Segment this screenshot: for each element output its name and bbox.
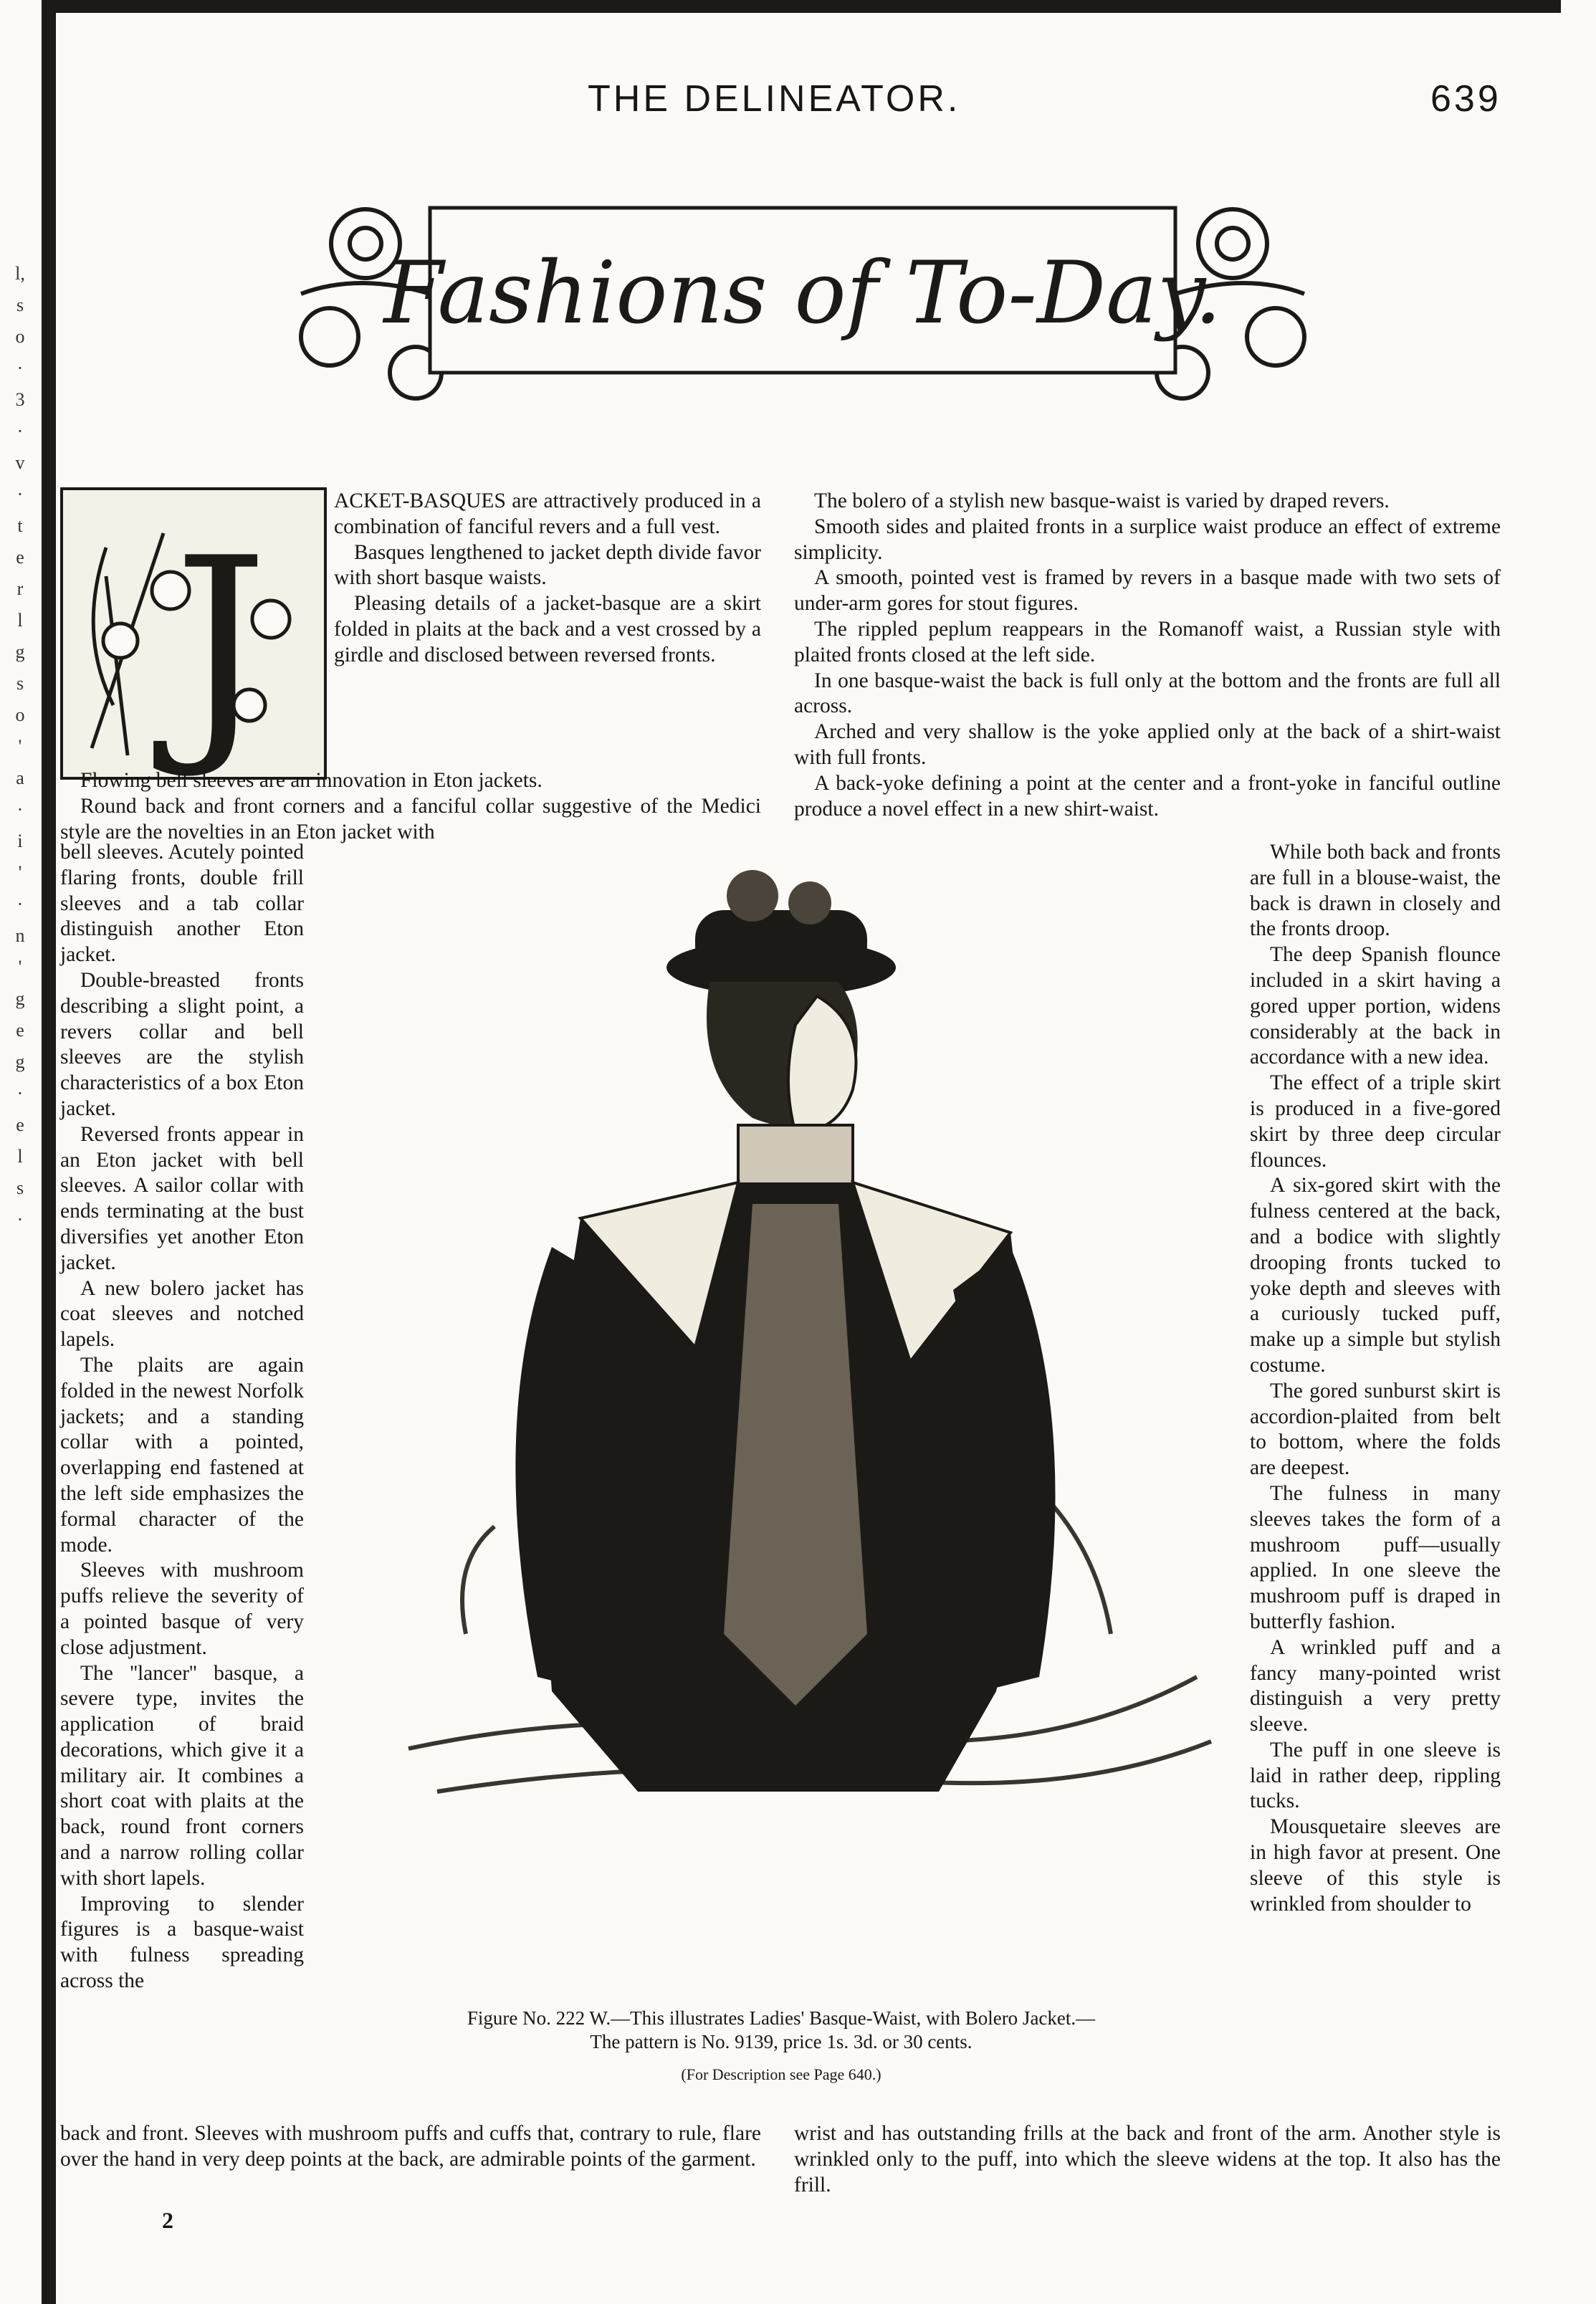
paragraph: A back-yoke defining a point at the center and a front-yoke in fanciful outline produce a novel effect in a new shirt-waist. (794, 771, 1501, 821)
margin-fragment: l (17, 610, 23, 631)
bottom-right-paragraph (794, 2121, 1501, 2198)
margin-fragment: ' (18, 862, 22, 883)
top-rule (56, 0, 1561, 13)
paragraph: The effect of a triple skirt is produced in a five-gored skirt by three deep circular flounces. (1250, 1071, 1501, 1172)
caption-note: (For Description see Page 640.) (681, 2065, 881, 2083)
paragraph: bell sleeves. Acutely pointed flaring fronts, double frill sleeves and a tab collar distinguish another Eton jacket. (60, 841, 304, 967)
paragraph: The ''lancer'' basque, a severe type, invites the application of braid decorations, which give it a military air. It combines a short coat with plaits at the back, round front corners and a narrow rolling collar with short lapels. (60, 1661, 304, 1890)
margin-fragment: · (16, 1209, 24, 1230)
paragraph: The rippled peplum reappears in the Romanoff waist, a Russian style with plaited fronts closed at the left side. (794, 617, 1501, 666)
margin-fragment: · (16, 1083, 24, 1104)
left-binding-bar (42, 0, 56, 2304)
left-narrow-column (60, 840, 304, 1994)
margin-fragment: t (17, 515, 23, 536)
paragraph: In one basque-waist the back is full only at the bottom and the fronts are full all across. (794, 669, 1501, 718)
paragraph: Round back and front corners and a fanciful collar suggestive of the Medici style are the novelties in an Eton jacket with (60, 794, 761, 843)
margin-fragment: n (15, 925, 25, 946)
paragraph: The gored sunburst skirt is accordion-plaited from belt to bottom, where the folds are deepest. (1250, 1379, 1501, 1480)
margin-fragment: g (15, 988, 25, 1009)
margin-fragment: s (16, 673, 24, 694)
margin-fragment: · (16, 799, 24, 820)
margin-fragment: e (16, 1020, 24, 1041)
margin-fragment: e (16, 547, 24, 568)
right-narrow-column (1250, 840, 1501, 1917)
margin-fragment: · (16, 358, 24, 378)
fashion-illustration (322, 846, 1240, 1992)
left-wide-paragraphs (60, 768, 761, 845)
margin-fragment: e (16, 1114, 24, 1135)
margin-fragment: s (16, 1177, 24, 1198)
intro-paragraph: Pleasing details of a jacket-basque are a skirt folded in plaits at the back and a vest crossed by a girdle and disclosed between reversed fronts. (334, 592, 761, 666)
intro-column (334, 489, 761, 669)
running-head: THE DELINEATOR. (588, 78, 961, 120)
paragraph: Reversed fronts appear in an Eton jacket with bell sleeves. A sailor collar with ends terminating at the bust diversifies yet another Eton jacket. (60, 1122, 304, 1274)
margin-fragment: · (16, 421, 24, 441)
margin-fragment: s (16, 295, 24, 315)
paragraph: Smooth sides and plaited fronts in a surplice waist produce an effect of extreme simplicity. (794, 515, 1501, 564)
margin-fragment: o (15, 704, 25, 725)
floral-initial-art (63, 490, 324, 777)
paragraph: back and front. Sleeves with mushroom puffs and cuffs that, contrary to rule, flare over the hand in very deep points at the back, are admirable points of the garment. (60, 2122, 761, 2171)
paragraph: Improving to slender figures is a basque-waist with fulness spreading across the (60, 1892, 304, 1993)
margin-fragment: · (16, 894, 24, 914)
margin-fragments (6, 258, 34, 1235)
paragraph: A wrinkled puff and a fancy many-pointed wrist distinguish a very pretty sleeve. (1250, 1635, 1501, 1736)
margin-fragment: l (17, 1146, 23, 1167)
paragraph: While both back and fronts are full in a blouse-waist, the back is drawn in closely and the fronts droop. (1250, 841, 1501, 941)
paragraph: A six-gored skirt with the fulness centered at the back, and a bodice with slightly drooping fronts tucked to yoke depth and sleeves with a curiously tucked puff, make up a simple but stylish costume. (1250, 1174, 1501, 1377)
paragraph: Mousquetaire sleeves are in high favor at present. One sleeve of this style is wrinkled from shoulder to (1250, 1815, 1501, 1916)
margin-fragment: o (15, 326, 25, 347)
paragraph: The deep Spanish flounce included in a skirt having a gored upper portion, widens considerably at the back in accordance with a new idea. (1250, 943, 1501, 1069)
margin-fragment: 3 (15, 389, 25, 410)
paragraph: Flowing bell sleeves are an innovation in Eton jackets. (80, 769, 543, 792)
margin-fragment: r (16, 578, 24, 599)
margin-fragment: · (16, 484, 24, 505)
figure-hat (666, 870, 896, 996)
paragraph: A new bolero jacket has coat sleeves and notched lapels. (60, 1276, 304, 1352)
paragraph: The puff in one sleeve is laid in rather deep, rippling tucks. (1250, 1738, 1501, 1813)
intro-paragraph: ACKET-BASQUES are attractively produced in a combination of fanciful revers and a full vest. (334, 489, 761, 538)
paragraph: A smooth, pointed vest is framed by revers in a basque made with two sets of under-arm gores for stout figures. (794, 566, 1501, 616)
margin-fragment: l, (15, 263, 25, 284)
margin-fragment: v (15, 452, 25, 473)
margin-fragment: a (16, 768, 24, 788)
figure-caption (315, 2007, 1247, 2086)
signature-mark: 2 (162, 2207, 173, 2233)
margin-fragment: ' (18, 736, 22, 757)
paragraph: Sleeves with mushroom puffs relieve the severity of a pointed basque of very close adjustment. (60, 1559, 304, 1659)
drop-cap-letter: J (173, 507, 269, 777)
section-title: Fashions of To-Day. (383, 244, 1222, 343)
caption-line: Figure No. 222 W.—This illustrates Ladies' Basque-Waist, with Bolero Jacket.— (467, 2007, 1096, 2029)
margin-fragment: g (15, 1051, 25, 1072)
paragraph: wrist and has outstanding frills at the back and front of the arm. Another style is wrinkled only to the puff, into which the sleeve widens at the top. It also has the frill. (794, 2122, 1501, 2197)
margin-fragment: i (17, 831, 23, 851)
margin-fragment: ' (18, 957, 22, 977)
paragraph: Double-breasted fronts describing a slight point, a revers collar and bell sleeves are the stylish characteristics of a box Eton jacket. (60, 968, 304, 1120)
bottom-left-paragraph (60, 2121, 761, 2173)
caption-line: The pattern is No. 9139, price 1s. 3d. or 30 cents. (590, 2031, 973, 2052)
paragraph: The plaits are again folded in the newest Norfolk jackets; and a standing collar with a pointed, overlapping end fastened at the left side emphasizes the formal character of the mode. (60, 1353, 304, 1557)
paragraph: Arched and very shallow is the yoke applied only at the back of a shirt-waist with full fronts. (794, 720, 1501, 769)
page-number: 639 (1430, 78, 1501, 120)
paragraph: The fulness in many sleeves takes the form of a mushroom puff—usually applied. In one sleeve the mushroom puff is draped in butterfly fashion. (1250, 1481, 1501, 1633)
right-top-column (794, 489, 1501, 822)
title-banner (287, 165, 1319, 423)
drop-cap-illustration (60, 487, 327, 780)
margin-fragment: g (15, 641, 25, 662)
intro-paragraph: Basques lengthened to jacket depth divide favor with short basque waists. (334, 540, 761, 590)
paragraph: The bolero of a stylish new basque-waist is varied by draped revers. (814, 489, 1390, 512)
